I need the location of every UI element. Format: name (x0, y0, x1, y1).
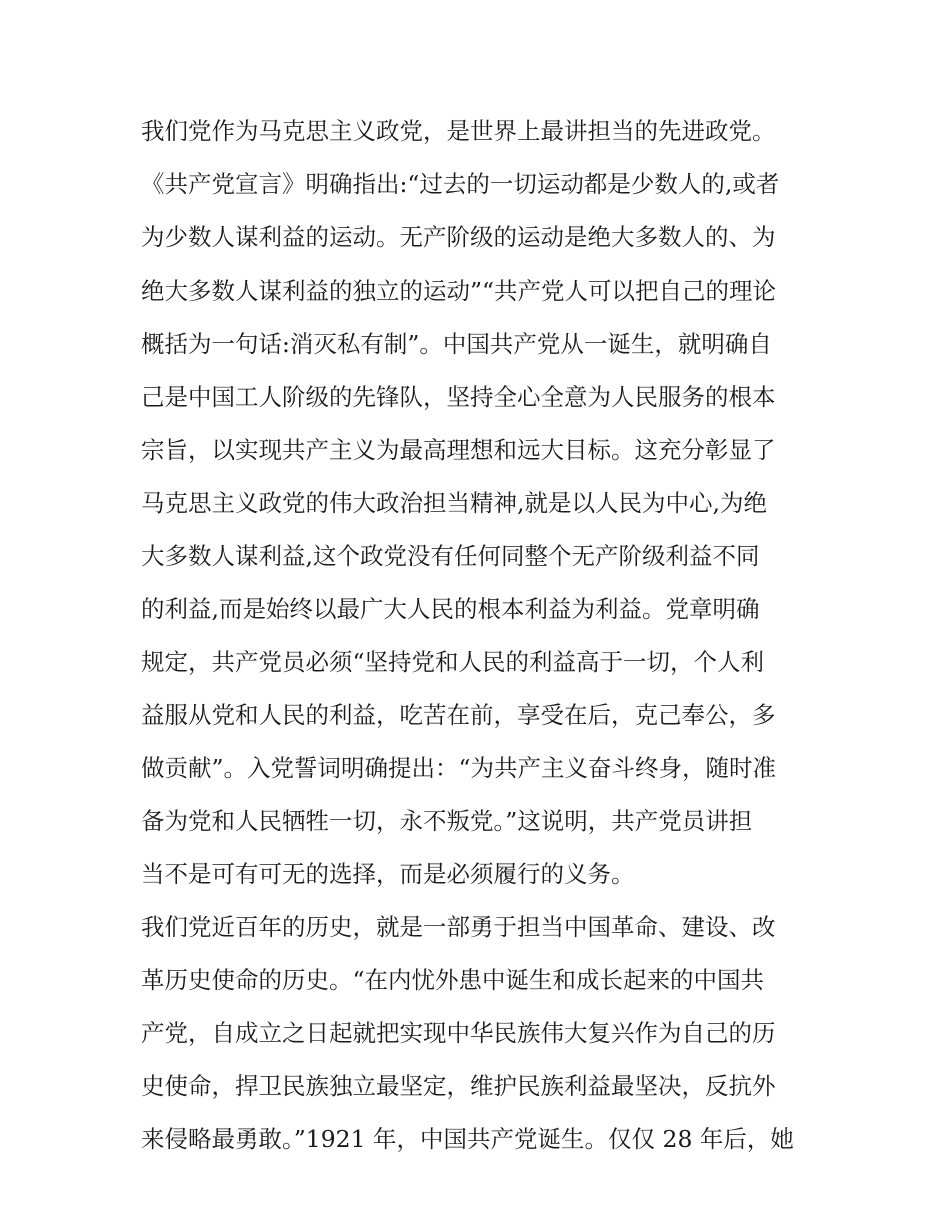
text-line: 革历史使命的历史。“在内忧外患中诞生和成长起来的中国共 (141, 966, 765, 994)
text-line: 做贡献”。入党誓词明确提出：“为共产主义奋斗终身，随时准 (141, 754, 777, 782)
text-line: 己是中国工人阶级的先锋队，坚持全心全意为人民服务的根本 (141, 383, 776, 411)
text-line: 我们党近百年的历史，就是一部勇于担当中国革命、建设、改 (141, 913, 776, 941)
text-line: 规定，共产党员必须“坚持党和人民的利益高于一切，个人利 (141, 648, 765, 676)
text-line: 备为党和人民牺牲一切，永不叛党。”这说明，共产党员讲担 (141, 807, 753, 835)
text-line: 史使命，捍卫民族独立最坚定，维护民族利益最坚决，反抗外 (141, 1072, 776, 1100)
text-line: 的利益,而是始终以最广大人民的根本利益为利益。党章明确 (141, 595, 760, 623)
text-line: 产党，自成立之日起就把实现中华民族伟大复兴作为自己的历 (141, 1019, 776, 1047)
text-line: 《共产党宣言》明确指出:“过去的一切运动都是少数人的,或者 (141, 170, 780, 198)
text-line: 宗旨，以实现共产主义为最高理想和远大目标。这充分彰显了 (141, 436, 776, 464)
text-line: 绝大多数人谋利益的独立的运动”“共产党人可以把自己的理论 (141, 277, 777, 305)
text-line: 为少数人谋利益的运动。无产阶级的运动是绝大多数人的、为 (141, 223, 776, 251)
text-line: 大多数人谋利益,这个政党没有任何同整个无产阶级利益不同 (141, 542, 760, 570)
text-line: 概括为一句话:消灭私有制”。中国共产党从一诞生，就明确自 (141, 330, 772, 358)
text-line: 当不是可有可无的选择，而是必须履行的义务。 (141, 860, 635, 888)
text-line: 我们党作为马克思主义政党，是世界上最讲担当的先进政党。 (141, 117, 776, 145)
text-line: 来侵略最勇敢。”1921 年，中国共产党诞生。仅仅 28 年后，她 (141, 1125, 794, 1153)
text-line: 马克思主义政党的伟大政治担当精神,就是以人民为中心,为绝 (141, 489, 767, 517)
text-line: 益服从党和人民的利益，吃苦在前，享受在后，克己奉公，多 (141, 701, 776, 729)
